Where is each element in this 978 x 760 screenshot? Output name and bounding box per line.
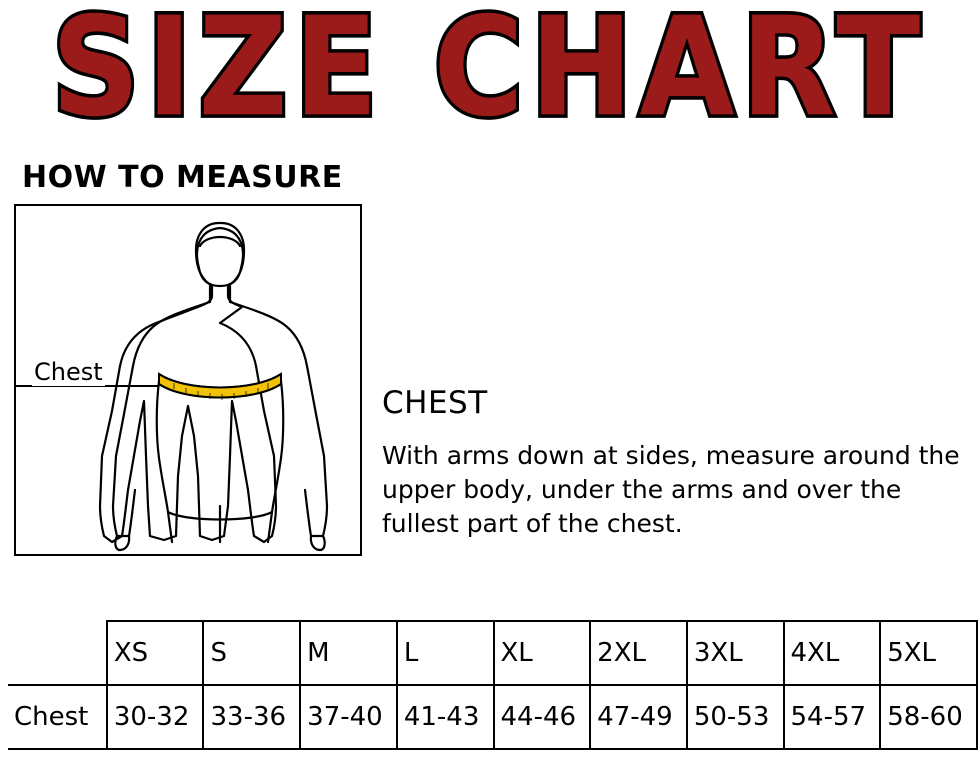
table-cell-chest-3xl: 50-53	[687, 685, 784, 749]
table-header-row	[8, 621, 977, 685]
table-cell-chest-2xl: 47-49	[590, 685, 687, 749]
table-header-m: M	[300, 621, 397, 685]
title-banner	[0, 0, 978, 148]
table-cell-chest-l: 41-43	[397, 685, 494, 749]
table-cell-chest-m: 37-40	[300, 685, 397, 749]
how-to-measure-heading: HOW TO MEASURE	[22, 160, 343, 195]
table-cell-chest-5xl: 58-60	[880, 685, 977, 749]
table-corner-cell	[8, 621, 107, 685]
table-header-2xl: 2XL	[590, 621, 687, 685]
size-table	[8, 620, 978, 750]
table-cell-chest-4xl: 54-57	[784, 685, 881, 749]
table-header-5xl: 5XL	[880, 621, 977, 685]
table-cell-chest-xl: 44-46	[494, 685, 591, 749]
chest-measure-label: Chest	[34, 358, 103, 386]
table-header-xl: XL	[494, 621, 591, 685]
measurement-figure-box	[14, 204, 362, 556]
table-row	[8, 685, 977, 749]
table-row-label-chest: Chest	[8, 685, 107, 749]
table-cell-chest-xs: 30-32	[107, 685, 204, 749]
chest-description	[382, 385, 968, 541]
table-header-s: S	[203, 621, 300, 685]
page-title: SIZE CHART	[51, 0, 927, 148]
table-header-xs: XS	[107, 621, 204, 685]
chest-description-body: With arms down at sides, measure around the upper body, under the arms and over the fullest part of the chest.	[382, 441, 960, 538]
table-header-4xl: 4XL	[784, 621, 881, 685]
size-table-wrapper	[8, 620, 978, 750]
table-cell-chest-s: 33-36	[203, 685, 300, 749]
chest-description-heading: CHEST	[382, 385, 488, 421]
table-header-l: L	[397, 621, 494, 685]
table-header-3xl: 3XL	[687, 621, 784, 685]
